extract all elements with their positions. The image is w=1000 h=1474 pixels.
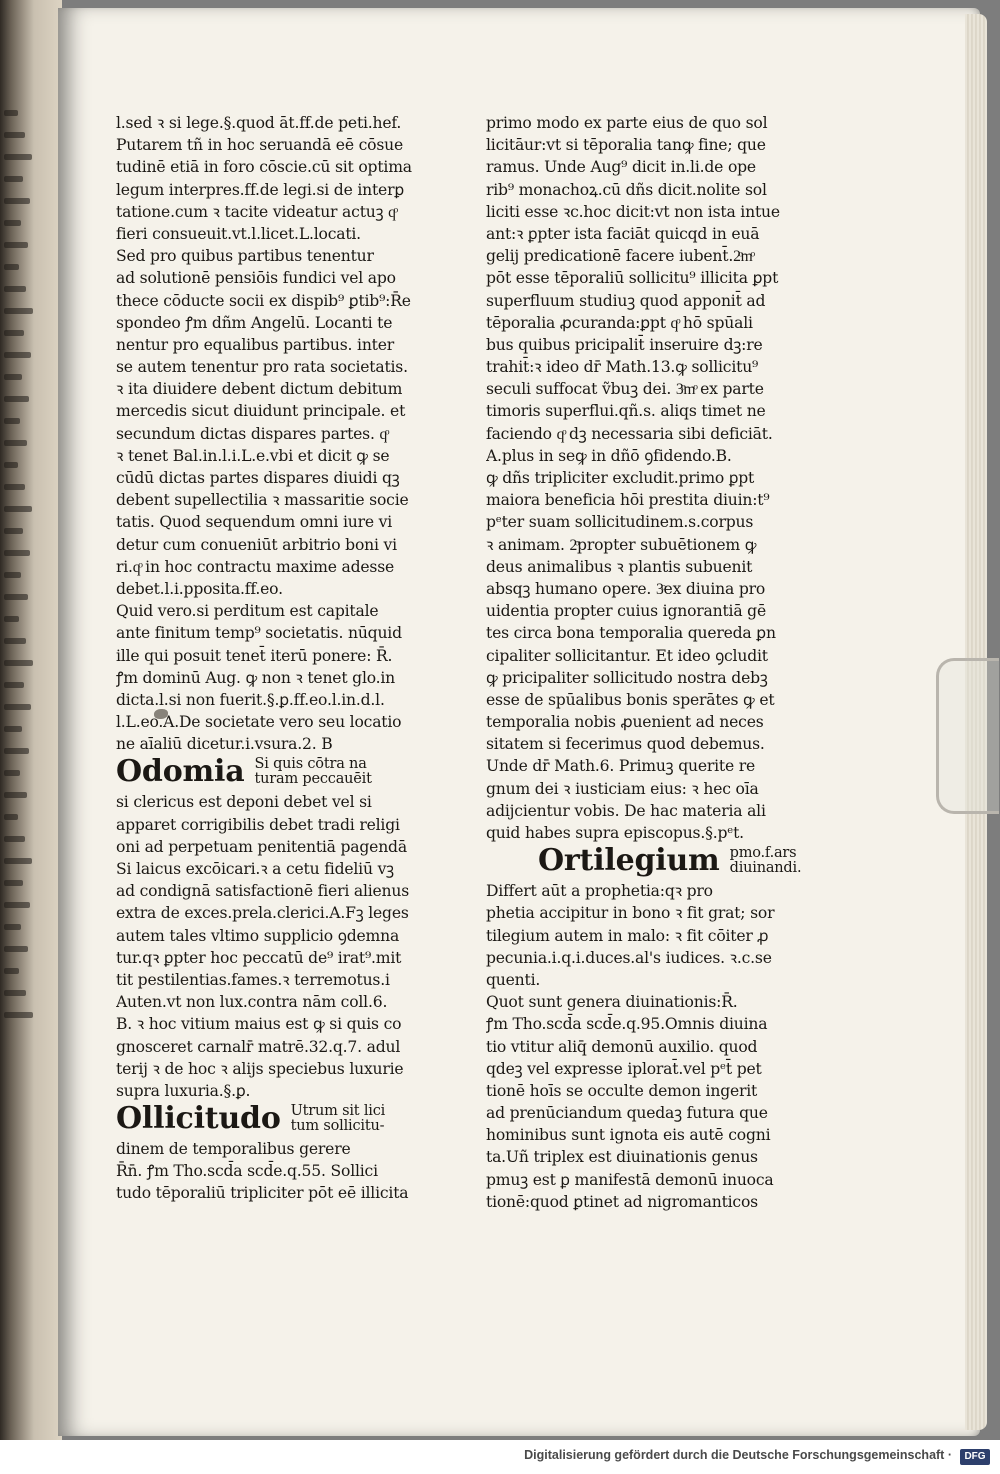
text-line: adijcientur vobis. De hac materia ali (486, 801, 766, 820)
edge-text-fragment (4, 880, 23, 886)
dfg-logo: DFG (960, 1449, 990, 1465)
text-line: ne aīaliū dicetur.i.vsura.2. B (116, 735, 333, 754)
text-line: Putarem tñ in hoc seruandā eē cōsue (116, 136, 404, 155)
text-line: apparet corrigibilis debet tradi religi (116, 815, 400, 834)
text-line: l.L.eo.A.De societate vero seu locatio (116, 713, 402, 732)
edge-text-fragment (4, 616, 19, 622)
text-line: pōt esse tēporaliū sollicitu⁹ illicita ꝑpt (486, 269, 779, 288)
text-line: ille qui posuit tenet̄ iterū ponere: R̄. (116, 646, 393, 665)
edge-text-fragment (4, 902, 30, 908)
edge-text-fragment (4, 990, 26, 996)
text-line: faciendo qͦ dꝫ necessaria sibi deficiāt. (486, 424, 773, 443)
text-line: Unde dr̄ Math.6. Primuꝫ querite re (486, 757, 756, 776)
text-line: quenti. (486, 970, 541, 989)
headword-note-line: turam peccauēit (254, 771, 372, 788)
text-line: si clericus est deponi debet vel si (116, 793, 372, 812)
text-line: seculi suffocat ṽbuꝫ dei. 3ͦmͦ ex parte (486, 380, 764, 399)
headword (116, 754, 466, 790)
text-line: tit pestilentias.fames.ꝛ terremotus.i (116, 970, 390, 989)
headword-note (291, 1104, 385, 1134)
text-line: pecunia.i.q.i.duces.al's iudices. ꝛ.c.se (486, 948, 772, 967)
edge-text-fragment (4, 440, 27, 446)
text-line: cūdū dictas partes dispares diuidi qꝫ (116, 469, 400, 487)
text-line: superfluum studiuꝫ quod apponit̄ ad (486, 291, 766, 310)
text-line: ad prenūciandum quedaꝫ futura que (486, 1104, 768, 1123)
edge-text-fragment (4, 858, 32, 864)
text-line: dicta.l.si non fuerit.§.ꝑ.ff.eo.l.in.d.l. (116, 690, 385, 709)
text-line: timoris superflui.qñ.s. aliqs timet ne (486, 402, 766, 421)
text-line: uidentia propter cuius ignorantiā gē (486, 602, 766, 621)
text-line: A.plus in seꝙ in dñō ꝯfidendo.B. (486, 446, 732, 465)
edge-text-fragment (4, 132, 25, 138)
edge-text-fragment (4, 462, 18, 468)
headword (116, 1101, 466, 1137)
text-line: rib⁹ monachoꝝ.cū dñs dicit.nolite sol (486, 180, 767, 199)
text-line: ꝭm Tho.scd̄a scd̄e.q.95.Omnis diuina (486, 1015, 768, 1034)
text-line: tudinē etiā in foro cōscie.cū sit optima (116, 158, 412, 177)
headword-note-line: pmo.f.ars (729, 845, 797, 862)
text-line: absqꝫ humano opere. 3ͦex diuina pro (486, 579, 766, 598)
headword-title: Ortilegium (538, 843, 720, 879)
text-line: gelij predicationē facere iubent̄.2ͦmͦ (486, 247, 753, 266)
edge-text-fragment (4, 308, 33, 314)
edge-text-fragment (4, 968, 19, 974)
text-line: Quid vero.si perditum est capitale (116, 602, 379, 621)
text-line: tudo tēporaliū tripliciter pōt eē illicita (116, 1184, 409, 1203)
text-line: Quot sunt genera diuinationis:R̄. (486, 993, 738, 1012)
edge-text-fragment (4, 682, 24, 688)
edge-text-fragment (4, 726, 22, 732)
text-line: debet.l.i.pposita.ff.eo. (116, 579, 283, 598)
text-column-right (486, 112, 820, 1213)
text-line: Sed pro quibus partibus tenentur (116, 247, 374, 266)
edge-text-fragment (4, 924, 21, 930)
edge-text-fragment (4, 484, 25, 490)
edge-text-fragment (4, 638, 26, 644)
edge-text-fragment (4, 220, 21, 226)
text-line: ante finitum temp⁹ societatis. nūquid (116, 624, 402, 643)
edge-text-fragment (4, 770, 20, 776)
text-line: tatione.cum ꝛ tacite videatur actuꝫ qͦ (116, 202, 396, 221)
edge-text-fragment (4, 198, 30, 204)
text-line: bus quibus pricipalit̄ inseruire dꝫ:re (486, 335, 763, 354)
text-line: Auten.vt non lux.contra nām coll.6. (116, 993, 388, 1012)
text-line: licitāur:vt si tēporalia tanꝙ fine; que (486, 136, 766, 155)
text-line: Si laicus excōicari.ꝛ a cetu fideliū vꝫ (116, 860, 394, 878)
edge-text-fragment (4, 374, 22, 380)
text-line: tionē:quod ꝑtinet ad nigromanticos (486, 1192, 758, 1211)
text-line: debent supellectilia ꝛ massaritie socie (116, 491, 409, 510)
text-line: mercedis sicut diuidunt principale. et (116, 402, 406, 421)
text-line: ꝙ pricipaliter sollicitudo nostra debꝫ (486, 668, 768, 687)
edge-text-fragment (4, 330, 24, 336)
text-line: ta.Uñ triplex est diuinationis genus (486, 1148, 758, 1167)
edge-text-fragment (4, 792, 27, 798)
text-line: qdeꝫ vel expresse iplorat̄.vel pᵉt̄ pet (486, 1059, 762, 1078)
text-line: tionē hoīs se occulte demon ingerit (486, 1081, 758, 1100)
edge-text-fragment (4, 1012, 33, 1018)
text-line: pmuꝫ est ꝑ manifestā demonū inuoca (486, 1170, 774, 1189)
text-line: ꝛ tenet Bal.in.l.i.L.e.vbi et dicit ꝙ se (116, 446, 390, 465)
text-line: B. ꝛ hoc vitium maius est ꝙ si quis co (116, 1015, 402, 1034)
edge-text-fragment (4, 748, 29, 754)
edge-text-fragment (4, 396, 29, 402)
edge-text-fragment (4, 286, 26, 292)
text-line: trahit̄:ꝛ ideo dr̄ Math.13.ꝙ sollicitu⁹ (486, 358, 759, 377)
text-line: dinem de temporalibus gerere (116, 1140, 351, 1159)
edge-text-fragment (4, 154, 32, 160)
text-line: l.sed ꝛ si lege.§.quod āt.ff.de peti.hef. (116, 114, 402, 132)
text-line: thece cōducte socii ex dispib⁹ ꝑtib⁹:R̄e (116, 291, 411, 310)
headword-title: Odomia (116, 754, 245, 790)
text-line: ꝛ animam. 2ͦpropter subuētionem ꝙ (486, 535, 757, 554)
text-line: ꝛ ita diuidere debent dictum debitum (116, 380, 403, 399)
text-line: detur cum conueniūt arbitrio boni vi (116, 535, 397, 554)
text-line: tio vtitur aliq̄ demonū auxilio. quod (486, 1037, 758, 1056)
previous-page-edge (0, 0, 62, 1440)
edge-text-fragment (4, 814, 18, 820)
text-line: ant:ꝛ ꝑpter ista faciāt quicqd in euā (486, 224, 760, 243)
text-line: gnosceret carnalr̄ matrē.32.q.7. adul (116, 1037, 401, 1056)
headword-title: Ollicitudo (116, 1101, 281, 1137)
headword-note-line: diuinandi. (729, 860, 802, 877)
footer-credit: Digitalisierung gefördert durch die Deutsche Forschungsgemeinschaft · (524, 1448, 952, 1462)
text-line: primo modo ex parte eius de quo sol (486, 114, 768, 132)
edge-text-fragment (4, 418, 20, 424)
edge-text-fragment (4, 836, 25, 842)
edge-text-fragment (4, 594, 28, 600)
text-line: oni ad perpetuam penitentiā pagendā (116, 837, 407, 856)
text-line: quid habes supra episcopus.§.pᵉt. (486, 824, 744, 842)
headword-note-line: Si quis cōtra na (254, 756, 367, 773)
edge-text-fragment (4, 704, 31, 710)
text-line: terij ꝛ de hoc ꝛ alijs speciebus luxurie (116, 1059, 404, 1078)
text-line: legum interpres.ff.de legi.si de interꝑ (116, 180, 405, 199)
text-line: sitatem si fecerimus quod debemus. (486, 735, 765, 754)
clip-tab (936, 658, 999, 814)
headword-note-line: tum sollicitu- (290, 1118, 385, 1135)
headword (538, 843, 820, 879)
edge-text-fragment (4, 264, 19, 270)
text-line: supra luxuria.§.ꝑ. (116, 1081, 251, 1100)
text-line: ꝙ dñs tripliciter excludit.primo ꝑpt (486, 469, 755, 487)
edge-text-fragment (4, 572, 21, 578)
text-line: se autem tenentur pro rata societatis. (116, 358, 408, 377)
text-line: Differt aūt a prophetia:qꝛ pro (486, 882, 713, 901)
text-line: ramus. Unde Aug⁹ dicit in.li.de ope (486, 158, 756, 177)
text-line: ad solutionē pensiōis fundici vel apo (116, 269, 396, 288)
text-line: hominibus sunt ignota eis autē cogni (486, 1126, 771, 1145)
text-line: esse de spūalibus bonis sperātes ꝙ et (486, 690, 775, 709)
text-line: tur.qꝛ ꝑpter hoc peccatū de⁹ irat⁹.mit (116, 948, 402, 967)
text-line: ri.qͦ in hoc contractu maxime adesse (116, 557, 395, 576)
edge-text-fragment (4, 352, 31, 358)
text-column-left (116, 112, 466, 1205)
text-line: tes circa bona temporalia quereda ꝑn (486, 624, 776, 643)
edge-text-fragment (4, 660, 33, 666)
footer-bar (0, 1440, 1000, 1474)
text-line: pᵉter suam sollicitudinem.s.corpus (486, 513, 754, 532)
edge-text-fragment (4, 176, 23, 182)
text-line: nentur pro equalibus partibus. inter (116, 335, 395, 354)
text-line: maiora beneficia hōi prestita diuin:t⁹ (486, 491, 770, 510)
text-line: R̄n̄. ꝭm Tho.scd̄a scd̄e.q.55. Sollici (116, 1162, 378, 1181)
text-line: cipaliter sollicitantur. Et ideo ꝯcludit (486, 646, 768, 665)
headword-note-line: Utrum sit lici (290, 1103, 386, 1120)
text-line: fieri consueuit.vt.l.licet.L.locati. (116, 224, 361, 243)
text-line: tatis. Quod sequendum omni iure vi (116, 513, 393, 532)
edge-text-fragment (4, 528, 23, 534)
headword-note (255, 757, 372, 787)
text-line: ꝭm dominū Aug. ꝙ non ꝛ tenet glo.in (116, 668, 396, 687)
text-line: gnum dei ꝛ iusticiam eius: ꝛ hec oīa (486, 779, 759, 798)
text-line: autem tales vltimo supplicio ꝯdemna (116, 926, 400, 945)
text-line: deus animalibus ꝛ plantis subuenit (486, 557, 753, 576)
text-line: phetia accipitur in bono ꝛ fit grat; sor (486, 904, 775, 923)
text-line: liciti esse ꝛc.hoc dicit:vt non ista intue (486, 202, 780, 221)
text-line: spondeo ꝭm dñm Angelū. Locanti te (116, 313, 393, 332)
text-line: temporalia nobis ꝓuenient ad neces (486, 713, 764, 732)
edge-text-fragment (4, 110, 18, 116)
edge-text-fragment (4, 506, 32, 512)
text-line: tilegium autem in malo: ꝛ fit cōiter ꝓ (486, 926, 769, 945)
text-line: ad condignā satisfactionē fieri alienus (116, 882, 410, 901)
headword-note (730, 846, 802, 876)
text-line: tēporalia ꝓcuranda:ꝑpt qͦ hō spūali (486, 313, 753, 332)
edge-text-fragment (4, 550, 30, 556)
text-line: secundum dictas dispares partes. qͦ (116, 424, 388, 443)
edge-text-fragment (4, 242, 28, 248)
edge-text-fragment (4, 946, 28, 952)
text-line: extra de exces.prela.clerici.A.Fꝫ leges (116, 904, 409, 923)
